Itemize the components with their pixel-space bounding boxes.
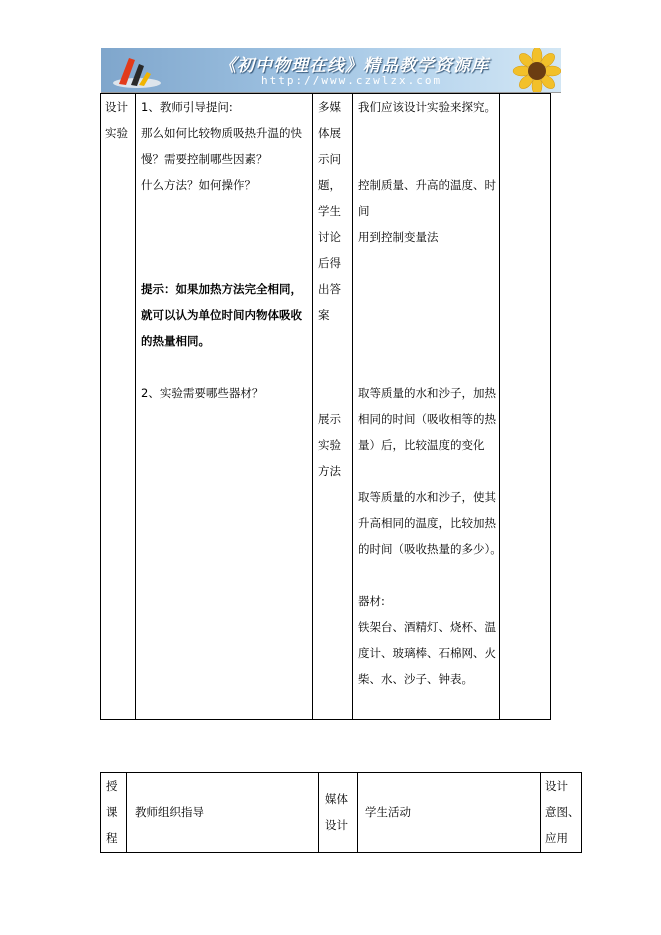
student-activity: 相同的时间（吸收相等的热 [358,412,496,426]
sunflower-icon [499,48,561,92]
media-text: 方法 [318,464,341,478]
student-activity: 我们应该设计实验来探究。 [358,100,496,114]
column-header: 设计 [545,779,568,793]
column-header: 意图、 [545,805,580,819]
media-text: 多媒 [318,100,341,114]
equipment-line: 度计、玻璃棒、石棉网、火 [358,646,496,660]
media-text: 体展 [318,126,341,140]
equipment-line: 柴、水、沙子、钟表。 [358,672,473,686]
column-header: 学生活动 [365,805,411,819]
question-2: 2、实验需要哪些器材？ [141,386,264,400]
question-1-line: 慢？需要控制哪些因素？ [141,152,268,166]
student-activity: 控制质量、升高的温度、时 [358,178,496,192]
media-text: 示问 [318,152,341,166]
column-header: 授 [106,779,118,793]
column-header: 程 [106,831,118,845]
table-divider [126,772,127,853]
column-header: 设计 [325,818,348,832]
media-text: 案 [318,308,330,322]
column-header: 教师组织指导 [135,805,204,819]
banner-title: 《初中物理在线》精品教学资源库 [219,56,489,76]
media-text: 讨论 [318,230,341,244]
student-activity: 量）后，比较温度的变化 [358,438,485,452]
media-text: 题， [318,178,341,192]
hint-line: 的热量相同。 [141,334,210,348]
media-text: 学生 [318,204,341,218]
table-divider [357,772,358,853]
student-activity: 间 [358,204,370,218]
hint-line: 就可以认为单位时间内物体吸收 [141,308,302,322]
stage-label: 设计 [105,100,128,114]
table-divider [318,772,319,853]
media-text: 展示 [318,412,341,426]
question-1-line: 那么如何比较物质吸热升温的快 [141,126,302,140]
student-activity: 的时间（吸收热量的多少）。 [358,542,502,556]
media-text: 出答 [318,282,341,296]
equipment-line: 铁架台、酒精灯、烧杯、温 [358,620,496,634]
column-header: 应用 [545,831,568,845]
equipment-label: 器材: [358,594,385,608]
student-activity: 取等质量的水和沙子，加热 [358,386,496,400]
media-text: 后得 [318,256,341,270]
table-divider [352,93,353,720]
student-activity: 用到控制变量法 [358,230,439,244]
media-text: 实验 [318,438,341,452]
stage-label: 实验 [105,126,128,140]
header-banner [101,48,561,92]
table-divider [499,93,500,720]
table-divider [135,93,136,720]
banner-url: http://www.czwlzx.com [261,74,443,87]
table-divider [540,772,541,853]
column-header: 课 [106,805,118,819]
student-activity: 升高相同的温度，比较加热 [358,516,496,530]
question-1-line: 什么方法？如何操作？ [141,178,256,192]
table-divider [312,93,313,720]
question-1-title: 1、教师引导提问: [141,100,233,114]
student-activity: 取等质量的水和沙子，使其 [358,490,496,504]
hint-line: 提示：如果加热方法完全相同， [141,282,302,296]
logo-icon [109,50,165,90]
column-header: 媒体 [325,792,348,806]
